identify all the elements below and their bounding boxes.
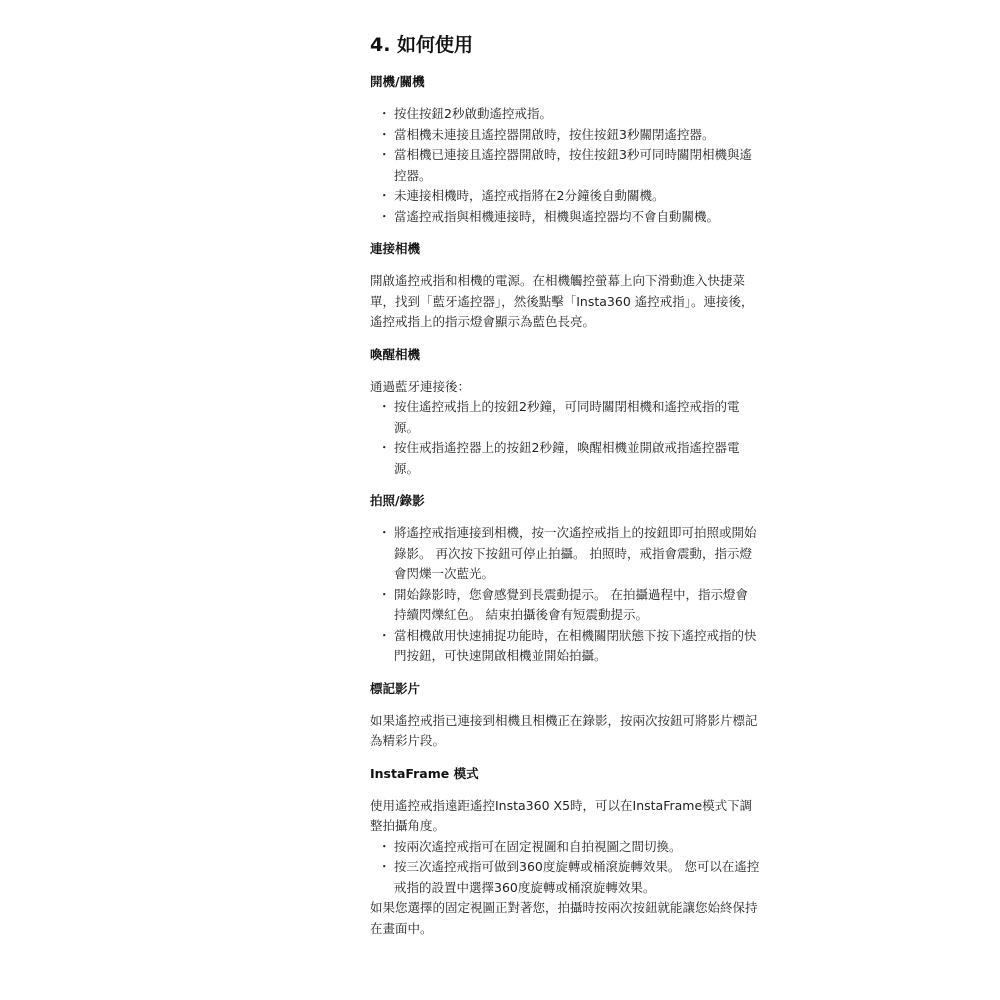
list-item-text: 按住遙控戒指上的按鈕2秒鐘，可同時關閉相機和遙控戒指的電源。 <box>394 399 740 435</box>
section-heading-connect-camera: 連接相機 <box>370 241 421 256</box>
list-item <box>370 585 760 626</box>
list-item <box>370 397 760 438</box>
wake-camera-bullet-list <box>370 397 760 479</box>
instaframe-bullet-list <box>370 837 760 899</box>
bullet-marker: ・ <box>378 106 391 121</box>
wake-camera-intro: 通過藍牙連接後： <box>370 378 471 394</box>
list-item <box>370 125 760 146</box>
list-item-text: 未連接相機時，遙控戒指將在2分鐘後自動關機。 <box>394 188 665 203</box>
page-title: 4. 如何使用 <box>370 34 474 56</box>
section-heading-instaframe: InstaFrame 模式 <box>370 765 479 781</box>
bullet-marker: ・ <box>378 838 391 854</box>
list-item-text: 按住戒指遙控器上的按鈕2秒鐘，喚醒相機並開啟戒指遙控器電源。 <box>394 440 740 476</box>
section-heading-power: 開機/關機 <box>370 74 425 89</box>
bullet-marker: ・ <box>378 126 391 142</box>
bullet-marker: ・ <box>378 586 391 602</box>
bullet-marker: ・ <box>378 188 391 203</box>
list-item-text: 當相機已連接且遙控器開啟時，按住按鈕3秒可同時關閉相機與遙控器。 <box>394 147 752 183</box>
list-item-text: 當相機未連接且遙控器開啟時，按住按鈕3秒關閉遙控器。 <box>394 126 715 142</box>
section-heading-wake-camera: 喚醒相機 <box>370 346 421 362</box>
power-bullet-list <box>370 104 760 227</box>
list-item <box>370 145 760 186</box>
mark-clip-paragraph: 如果遙控戒指已連接到相機且相機正在錄影，按兩次按鈕可將影片標記為精彩片段。 <box>370 712 758 748</box>
list-item <box>370 523 760 585</box>
list-item <box>370 186 760 207</box>
list-item <box>370 104 760 125</box>
list-item-text: 按三次遙控戒指可做到360度旋轉或桶滾旋轉效果。 您可以在遙控戒指的設置中選擇360度旋轉或桶滾旋轉效果。 <box>394 859 760 895</box>
list-item <box>370 837 760 858</box>
list-item-text: 開始錄影時，您會感覺到長震動提示。 在拍攝過程中，指示燈會持續閃爍紅色。 結束拍攝後會有短震動提示。 <box>394 586 748 622</box>
list-item <box>370 626 760 667</box>
list-item <box>370 207 760 228</box>
document-page <box>370 30 760 939</box>
bullet-marker: ・ <box>378 859 391 874</box>
bullet-marker: ・ <box>378 399 391 414</box>
instaframe-outro: 如果您選擇的固定視圖正對著您，拍攝時按兩次按鈕就能讓您始終保持在畫面中。 <box>370 900 758 936</box>
list-item-text: 按兩次遙控戒指可在固定視圖和自拍視圖之間切換。 <box>394 838 682 854</box>
bullet-marker: ・ <box>378 440 391 455</box>
list-item-text: 將遙控戒指連接到相機，按一次遙控戒指上的按鈕即可拍照或開始錄影。 再次按下按鈕可停止拍攝。 拍照時，戒指會震動，指示燈會閃爍一次藍光。 <box>394 525 757 581</box>
bullet-marker: ・ <box>378 525 391 540</box>
bullet-marker: ・ <box>378 147 391 162</box>
bullet-marker: ・ <box>378 627 391 643</box>
bullet-marker: ・ <box>378 208 391 224</box>
section-heading-photo-video: 拍照/錄影 <box>370 493 425 508</box>
photo-video-bullet-list <box>370 523 760 667</box>
list-item-text: 當相機啟用快速捕捉功能時，在相機關閉狀態下按下遙控戒指的快門按鈕，可快速開啟相機並開始拍攝。 <box>394 627 757 663</box>
list-item <box>370 438 760 479</box>
list-item-text: 當遙控戒指與相機連接時，相機與遙控器均不會自動關機。 <box>394 208 720 224</box>
instaframe-intro: 使用遙控戒指遠距遙控Insta360 X5時，可以在InstaFrame模式下調整拍攝角度。 <box>370 797 753 833</box>
section-heading-mark-clip: 標記影片 <box>370 680 421 696</box>
connect-camera-paragraph: 開啟遙控戒指和相機的電源。在相機觸控螢幕上向下滑動進入快捷菜單，找到「藍牙遙控器」，然後點擊「Insta360 遙控戒指」。連接後，遙控戒指上的指示燈會顯示為藍色長亮。 <box>370 273 754 329</box>
list-item <box>370 857 760 898</box>
list-item-text: 按住按鈕2秒啟動遙控戒指。 <box>394 106 552 121</box>
